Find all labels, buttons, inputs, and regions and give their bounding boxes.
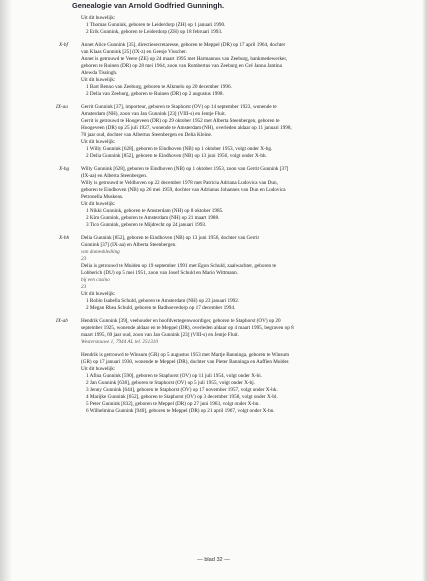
child-entry: 1 Nikki Gunnink, geboren te Amsterdam (NH) op 8 oktober 1985.	[86, 208, 224, 214]
child-entry: 5 Peter Gunnink [832], geboren te Meppel (DR) op 27 juni 1963, volgt onder X-bn.	[86, 401, 260, 407]
generation-code: IX-aa	[56, 104, 68, 110]
text-line: Uit dit huwelijk:	[81, 77, 116, 83]
text-line: Uit dit huwelijk:	[81, 366, 116, 372]
child-entry: 2 Delia van Zeeburg, geboren te Ruinen (DR) op 2 augustus 1998.	[86, 91, 224, 97]
text-line: (GR) op 17 januari 1930, wonende te Meppel (DR), dochter van Pieter Banninga en Aaffien Mulder.	[81, 359, 290, 365]
generation-code: IX-ab	[56, 318, 68, 324]
child-entry: 4 Marijke Gunnink [652], geboren te Staphorst (OV) op 3 december 1958, volgt onder X-bl.	[86, 394, 278, 400]
child-entry: 2 Erik Gunnink, geboren te Leiderdorp (ZH) op 18 februari 1993.	[86, 29, 223, 35]
child-entry: 1 Thomas Gunnink, geboren te Leiderdorp (ZH) op 1 januari 1990.	[86, 22, 226, 28]
text-line: Hendrik is getrouwd te Winsum (GR) op 5 augustus 1953 met Martje Banninga, geboren te Winsum	[81, 352, 290, 358]
generation-code: X-bh	[59, 235, 70, 241]
text-line: Uit dit huwelijk:	[81, 139, 116, 145]
text-line: van Klaas Gunnink [25] (IX-z) en Geesje Visscher.	[81, 49, 187, 55]
text-line: Amsterdam (NH), zoon van Jan Gunnink [23] (VIII-s) en Jentje Fluit.	[81, 111, 226, 117]
text-line: Annet is getrouwd te Veere (ZE) op 24 maart 1995 met Harmannus van Zeeburg, bankmedewerker,	[81, 56, 288, 62]
text-line: Uit dit huwelijk:	[81, 15, 116, 21]
child-entry: 2 Megan Rhea Schuld, geboren te Badhoevedorp op 17 december 1994.	[86, 305, 236, 311]
child-entry: 2 Delia Gunnink [852], geboren te Eindhoven (NB) op 13 juni 1956, volgt onder X-bh.	[86, 153, 267, 159]
annotation: 23	[81, 284, 87, 290]
text-line: Gerrit Gunnink [37], importeur, geboren te Staphorst (OV) op 14 september 1923, wonende te	[81, 104, 277, 110]
text-line: Gerrit is getrouwd te Hoogeveen (DR) op 29 oktober 1952 met Alberta Steenbergen, geboren te	[81, 118, 280, 124]
child-entry: 1 Bart Benno van Zeeburg, geboren te Alkmelo op 20 december 1996.	[86, 84, 232, 90]
annotation: Westerstouwe 1, 7944 AL tel. 251310	[81, 339, 158, 345]
text-line: geboren te Ruinen (DR) op 28 mei 1964, zoon van Rombertus van Zeeburg en Gré Janna Jantina	[81, 63, 282, 69]
child-entry: 2 Jan Gunnink [638], geboren te Staphorst (OV) op 5 juli 1955, volgt onder X-bj.	[86, 380, 256, 386]
text-line: Annet Alice Gunnink [35], directiesecretaresse, geboren te Meppel (DR) op 17 april 1964, dochter	[81, 42, 286, 48]
page-number: — blad 32 —	[197, 557, 230, 563]
child-entry: 1 Robin Isabella Schuld, geboren te Amsterdam (NH) op 23 januari 1992.	[86, 298, 240, 304]
text-line: Uit dit huwelijk:	[81, 201, 116, 207]
text-line: Delia Gunnink [852], geboren te Eindhoven (NB) op 13 juni 1956, dochter van Gerrit	[81, 235, 259, 241]
annotation: van damesklediing	[81, 249, 120, 255]
text-line: geboren te Eindhoven (NB) op 26 mei 1959, dochter van Adrianus Johannes van Dun en Ludovica	[81, 187, 286, 193]
text-line: Uit dit huwelijk:	[81, 291, 116, 297]
text-line: (IX-aa) en Alberta Steenbergen.	[81, 173, 148, 179]
child-entry: 1 Willy Gunnink [628], geboren te Eindhoven (NB) op 1 oktober 1953, volgt onder X-bg.	[86, 146, 273, 152]
text-line: Hoogeveen (DR) op 25 juli 1927, wonende te Amsterdam (NH), overleden aldaar op 11 januari 1998,	[81, 125, 292, 131]
page-edge-shadow	[422, 0, 427, 581]
text-line: Petronella Muskens.	[81, 194, 124, 200]
child-entry: 3 Tico Gunnink, geboren te Mijdrecht op 24 januari 1993.	[86, 222, 207, 228]
annotation: bij een casino	[81, 277, 110, 283]
text-line: Delia is getrouwd te Muiden op 19 september 1991 met Egon Schuld, zaalwachter, geboren te	[81, 263, 277, 269]
child-entry: 3 Jenny Gunnink [644], geboren te Staphorst (OV) op 17 november 1957, volgt onder X-bk.	[86, 387, 278, 393]
text-line: Willy Gunnink [628], geboren te Eindhoven (NB) op 1 oktober 1953, zoon van Gerrit Gunnink [37]	[81, 166, 289, 172]
text-line: Willy is getrouwd te Veldhoven op 22 december 1978 met Patricia Adriana Ludovica van Dun,	[81, 180, 278, 186]
generation-code: X-bf	[59, 42, 68, 48]
page-header: Genealogie van Arnold Godfried Gunningh.	[72, 1, 225, 10]
text-line: maart 1995, 69 jaar oud, zoon van Jan Gunnink [23] (VIII-s) en Jentje Fluit.	[81, 332, 239, 338]
child-entry: 2 Kim Gunnink, geboren te Amsterdam (NH) op 21 maart 1988.	[86, 215, 220, 221]
child-entry: 6 Wilhelmina Gunnink [940], geboren te Meppel (DR) op 21 april 1967, volgt onder X-bn.	[86, 408, 275, 414]
text-line: Alewda Tissingh.	[81, 70, 118, 76]
generation-code: X-bg	[59, 166, 70, 172]
text-line: 70 jaar oud, dochter van Albertus Steenbergen en Delia Kleine.	[81, 132, 213, 138]
page-binding-shadow	[0, 0, 12, 581]
child-entry: 1 Afina Gunnink [590], geboren te Staphorst (OV) op 11 juli 1954, volgt onder X-bi.	[86, 373, 263, 379]
annotation: 23	[81, 256, 87, 262]
text-line: Gunnink [37] (IX-aa) en Alberta Steenbergen.	[81, 242, 177, 248]
text-line: Hendrik Gunnink [39], veehouder en hoofdvertegenwoordiger, geboren te Staphorst (OV) op 20	[81, 318, 281, 324]
text-line: september 1925, wonende aldaar en te Meppel (DR), overleden aldaar op 4 maart 1995, begraven op 8	[81, 325, 294, 331]
text-line: Lobberich (DU) op 5 mei 1951, zoon van Josef Schuld en Mario Wittmann.	[81, 270, 239, 276]
